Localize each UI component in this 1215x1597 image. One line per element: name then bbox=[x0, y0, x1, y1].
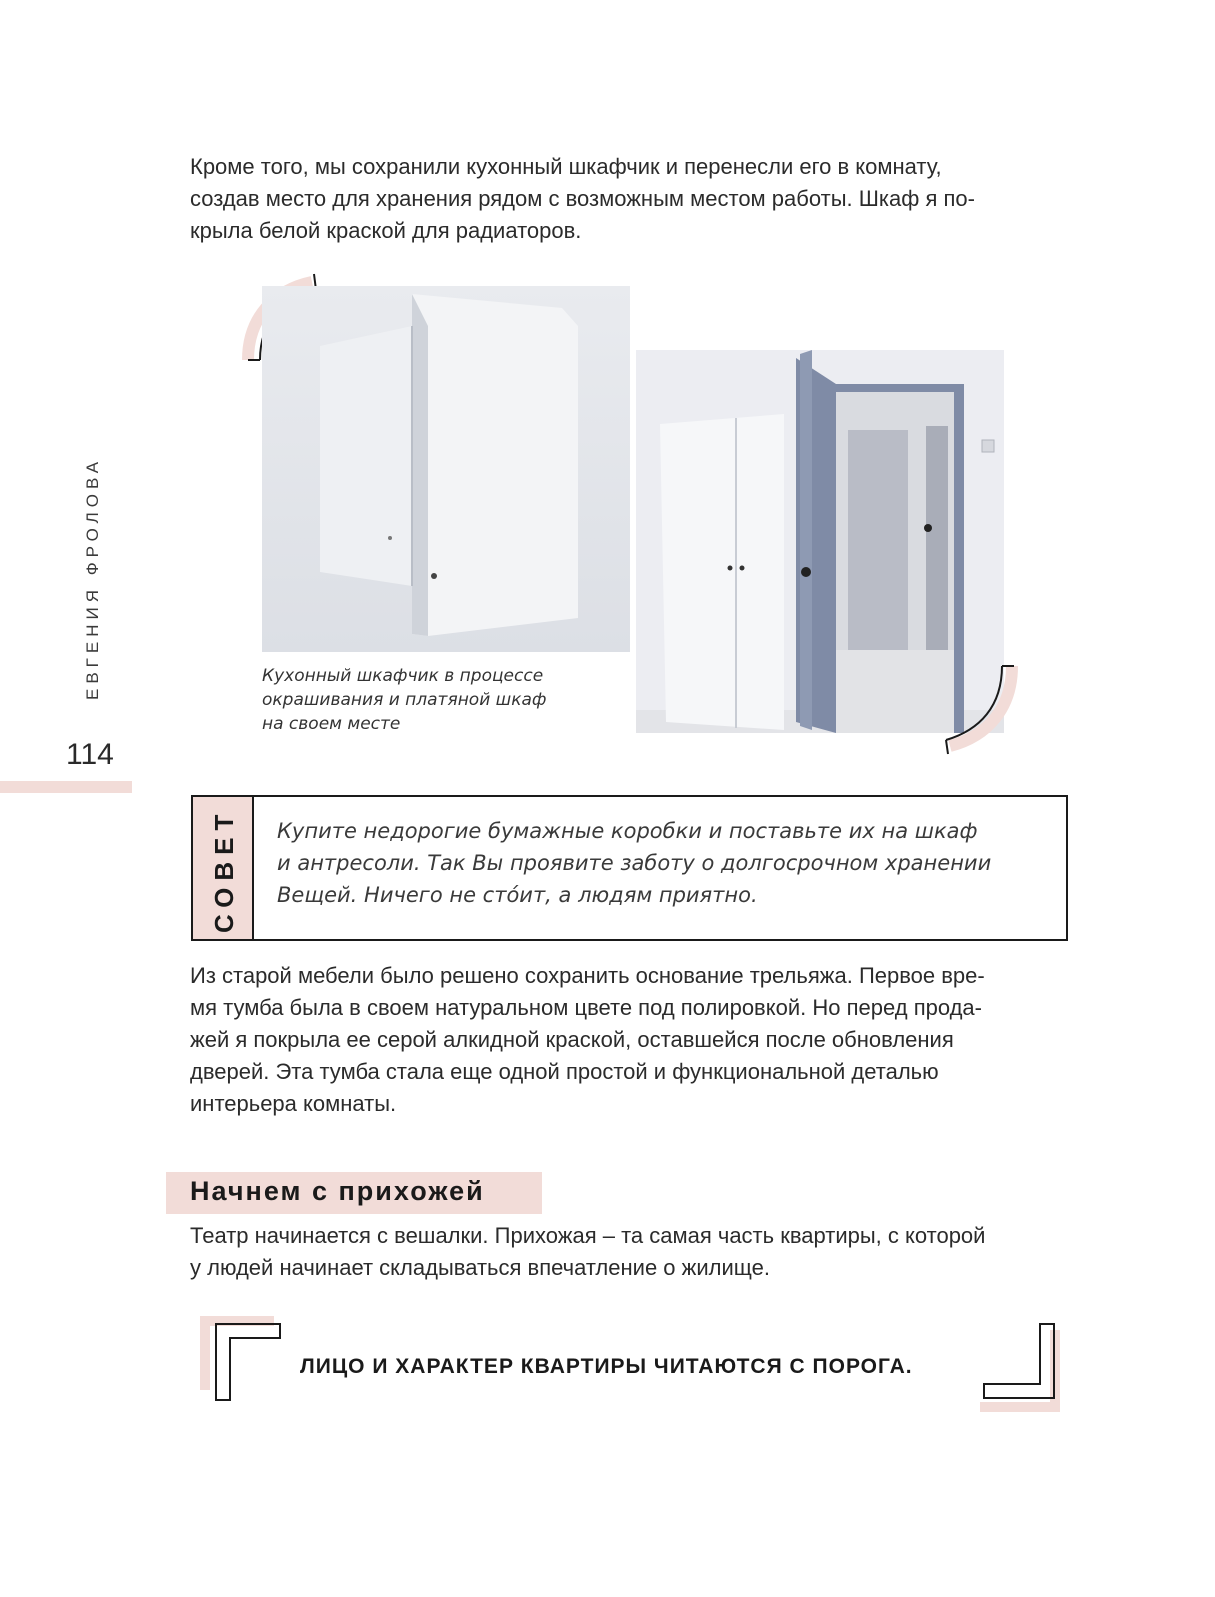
tip-box bbox=[191, 795, 1068, 941]
second-paragraph: Из старой мебели было решено сохранить основание трельяжа. Первое вре- мя тумба была в своем натуральном цвете под полировкой. Но перед прода- жей я покрыла ее серой алкидной краской, оставшейся после обновления дверей. Эта тумба стала еще одной простой и функциональной деталью интерьера комнаты. bbox=[190, 963, 985, 1116]
running-author: ЕВГЕНИЯ ФРОЛОВА bbox=[83, 456, 102, 700]
photo-caption: Кухонный шкафчик в процессе окрашивания и платяной шкаф на своем месте bbox=[262, 666, 547, 734]
intro-paragraph: Кроме того, мы сохранили кухонный шкафчик и перенесли его в комнату, создав место для хранения рядом с возможным местом работы. Шкаф я по- крыла белой краской для радиаторов. bbox=[190, 154, 975, 243]
section-heading: Начнем с прихожей bbox=[190, 1176, 485, 1206]
page-number: 114 bbox=[66, 738, 114, 771]
tip-text: Купите недорогие бумажные коробки и поставьте их на шкаф и антресоли. Так Вы проявите заботу о долгосрочном хранении Вещей. Ничего не сто́ит, а людям приятно. bbox=[277, 819, 992, 907]
pull-quote: ЛИЦО И ХАРАКТЕР КВАРТИРЫ ЧИТАЮТСЯ С ПОРОГА. bbox=[300, 1355, 913, 1378]
third-paragraph: Театр начинается с вешалки. Прихожая – та самая часть квартиры, с которой у людей начинает складываться впечатление о жилище. bbox=[190, 1223, 986, 1280]
tip-label: СОВЕТ bbox=[209, 807, 239, 933]
quote-bracket-right bbox=[980, 1320, 1070, 1414]
quote-bracket-left bbox=[200, 1316, 290, 1406]
kitchen-cabinet-photo bbox=[262, 286, 630, 652]
page-number-rule bbox=[0, 781, 132, 793]
corner-arc-decoration-2 bbox=[940, 660, 1030, 760]
